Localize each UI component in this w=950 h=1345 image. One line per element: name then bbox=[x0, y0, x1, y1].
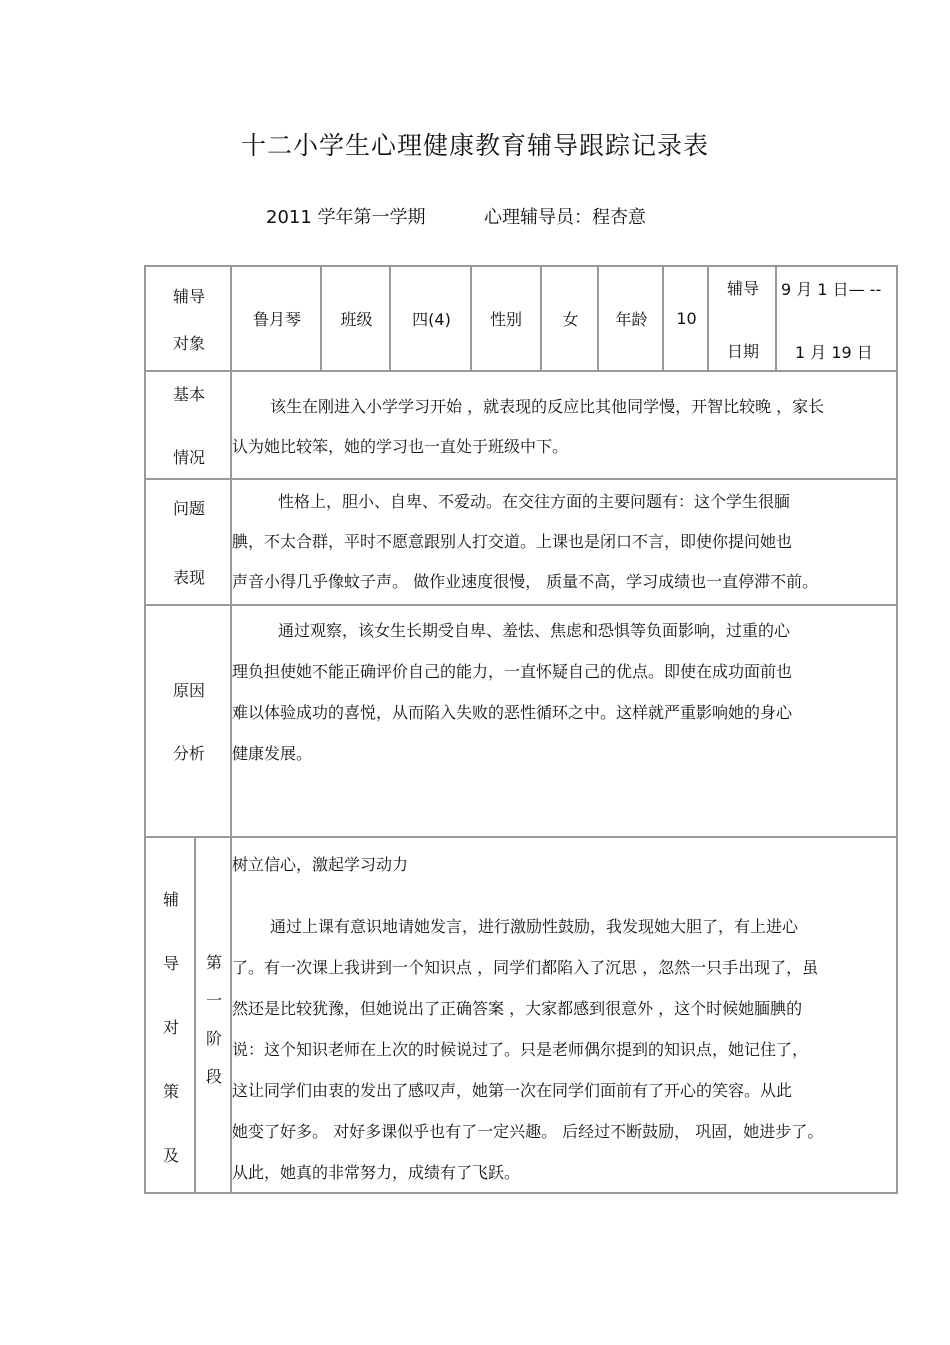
age-label-cell bbox=[597, 267, 664, 370]
basic-row bbox=[144, 370, 898, 480]
problem-label-1: 问题 bbox=[172, 499, 205, 518]
strategy-char-4: 策 bbox=[162, 1082, 179, 1101]
problem-line-2: 腆，不太合群，平时不愿意跟别人打交道。上课也是闭口不言，即使你提问她也 bbox=[232, 532, 793, 551]
strategy-text-cell bbox=[230, 838, 896, 1192]
counselor-label: 心理辅导员：程杏意 bbox=[484, 207, 646, 228]
age-label: 年龄 bbox=[615, 310, 648, 329]
gender-label-cell bbox=[470, 267, 540, 370]
basic-line-2: 认为她比较笨，她的学习也一直处于班级中下。 bbox=[232, 437, 569, 456]
class-value-cell bbox=[389, 267, 472, 370]
basic-label-2: 情况 bbox=[172, 448, 205, 467]
strategy-char-5: 及 bbox=[162, 1146, 179, 1165]
cause-line-1: 通过观察，该女生长期受自卑、羞怯、焦虑和恐惧等负面影响，过重的心 bbox=[278, 621, 791, 640]
problem-row bbox=[144, 478, 898, 606]
page-title: 十二小学生心理健康教育辅导跟踪记录表 bbox=[240, 131, 709, 160]
cause-line-2: 理负担使她不能正确评价自己的能力，一直怀疑自己的优点。即使在成功面前也 bbox=[232, 662, 793, 681]
gender-label: 性别 bbox=[489, 310, 522, 329]
cause-line-4: 健康发展。 bbox=[232, 744, 313, 763]
strategy-char-1: 辅 bbox=[162, 890, 179, 909]
strategy-line-5: 这让同学们由衷的发出了感叹声，她第一次在同学们面前有了开心的笑容。从此 bbox=[232, 1081, 793, 1100]
student-name-cell bbox=[230, 267, 322, 370]
stage-label-cell bbox=[194, 838, 232, 1192]
problem-text-cell bbox=[230, 480, 896, 604]
basic-text-cell bbox=[230, 372, 896, 478]
date-label-1: 辅导 bbox=[726, 278, 759, 298]
target-label-2: 对象 bbox=[172, 333, 205, 353]
stage-char-2: 一 bbox=[205, 991, 222, 1010]
date-label-2: 日期 bbox=[726, 341, 759, 361]
term-label: 2011 学年第一学期 bbox=[266, 207, 426, 228]
strategy-line-3: 然还是比较犹豫，但她说出了正确答案 ，大家都感到很意外 ，这个时候她腼腆的 bbox=[232, 999, 803, 1018]
target-label-cell bbox=[146, 267, 232, 370]
strategy-label-cell bbox=[146, 838, 196, 1192]
gender-value-cell bbox=[540, 267, 599, 370]
stage-char-4: 段 bbox=[205, 1067, 222, 1086]
problem-line-1: 性格上，胆小、自卑、不爱动。在交往方面的主要问题有：这个学生很腼 bbox=[278, 492, 791, 511]
gender-value: 女 bbox=[562, 310, 579, 329]
age-value-cell bbox=[662, 267, 709, 370]
target-label-1: 辅导 bbox=[172, 286, 205, 306]
stage-char-3: 阶 bbox=[205, 1029, 222, 1048]
problem-label-2: 表现 bbox=[172, 568, 205, 587]
header-row bbox=[144, 265, 898, 372]
strategy-line-2: 了。有一次课上我讲到一个知识点 ，同学们都陷入了沉思 ，忽然一只手出现了，虽 bbox=[232, 958, 819, 977]
cause-row bbox=[144, 604, 898, 838]
cause-line-3: 难以体验成功的喜悦，从而陷入失败的恶性循环之中。这样就严重影响她的身心 bbox=[232, 703, 793, 722]
problem-label-cell bbox=[146, 480, 232, 604]
class-label: 班级 bbox=[340, 310, 373, 329]
strategy-line-6: 她变了好多。 对好多课似乎也有了一定兴趣。 后经过不断鼓励， 巩固，她进步了。 bbox=[232, 1122, 824, 1141]
cause-label-cell bbox=[146, 606, 232, 836]
cause-label-1: 原因 bbox=[172, 681, 205, 700]
class-value: 四(4) bbox=[412, 310, 451, 329]
strategy-heading: 树立信心，激起学习动力 bbox=[232, 855, 409, 874]
strategy-char-3: 对 bbox=[162, 1018, 179, 1037]
strategy-char-2: 导 bbox=[162, 954, 179, 973]
stage-char-1: 第 bbox=[205, 953, 222, 972]
strategy-row bbox=[144, 836, 898, 1194]
student-name: 鲁月琴 bbox=[252, 310, 301, 329]
basic-label-1: 基本 bbox=[172, 385, 205, 404]
strategy-line-1: 通过上课有意识地请她发言，进行激励性鼓励，我发现她大胆了，有上进心 bbox=[270, 917, 799, 936]
cause-text-cell bbox=[230, 606, 896, 836]
basic-label-cell bbox=[146, 372, 232, 478]
date-label-cell bbox=[707, 267, 777, 370]
class-label-cell bbox=[320, 267, 391, 370]
date-value-cell bbox=[775, 267, 896, 370]
date-value-2: 1 月 19 日 bbox=[795, 343, 873, 362]
strategy-line-4: 说：这个知识老师在上次的时候说过了。只是老师偶尔提到的知识点，她记住了， bbox=[232, 1040, 809, 1059]
strategy-line-7: 从此，她真的非常努力，成绩有了飞跃。 bbox=[232, 1163, 521, 1182]
problem-line-3: 声音小得几乎像蚊子声。 做作业速度很慢， 质量不高，学习成绩也一直停滞不前。 bbox=[232, 572, 819, 591]
date-value-1: 9 月 1 日— -- bbox=[781, 280, 882, 299]
basic-line-1: 该生在刚进入小学学习开始 ，就表现的反应比其他同学慢，开智比较晚 ，家长 bbox=[270, 397, 825, 416]
age-value: 10 bbox=[676, 309, 697, 328]
cause-label-2: 分析 bbox=[172, 744, 205, 763]
